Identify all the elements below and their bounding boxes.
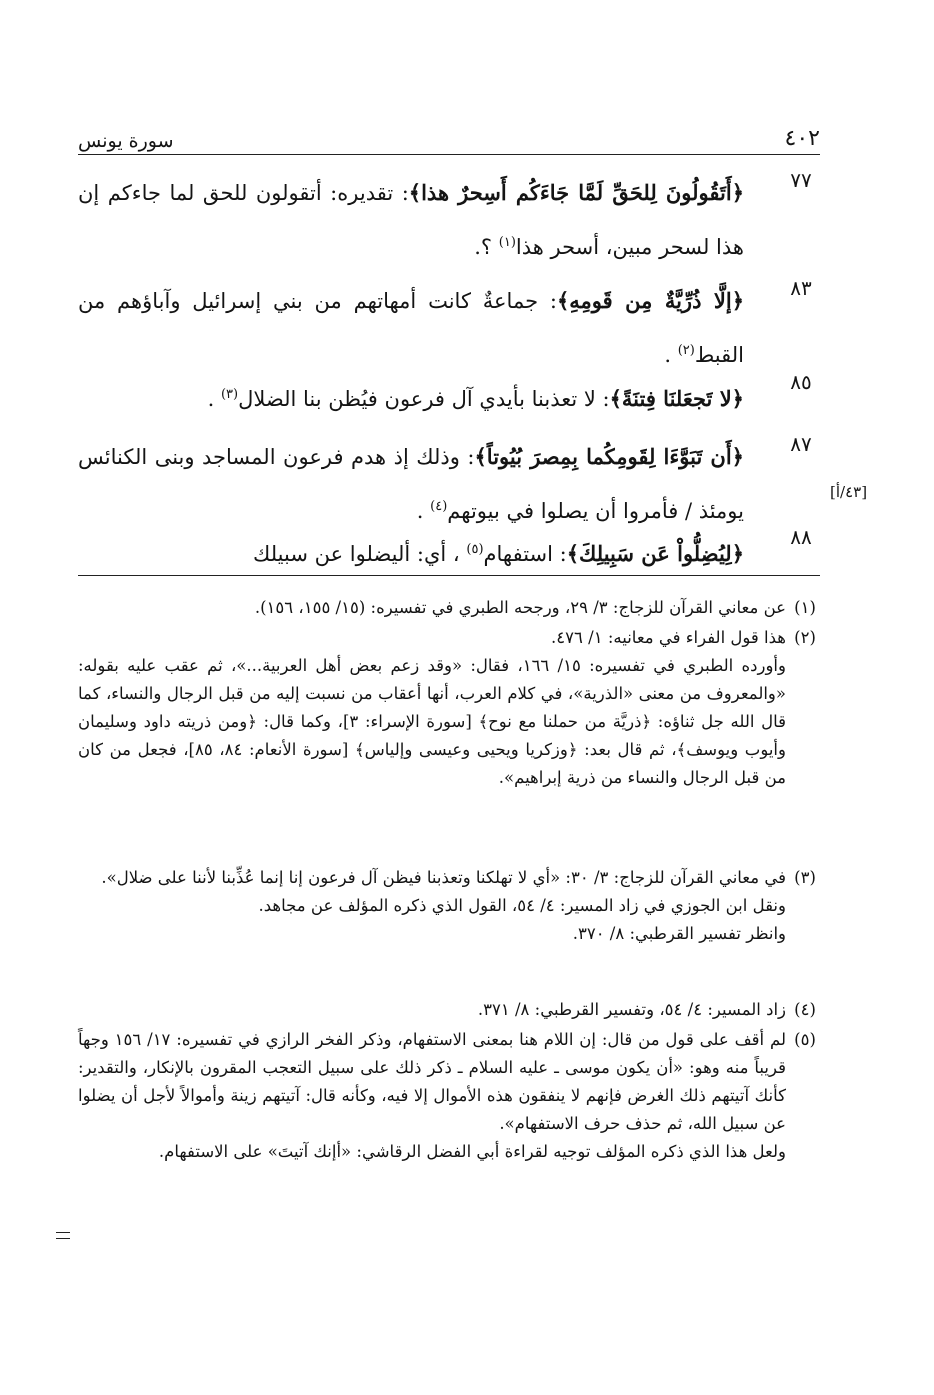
entry-end: . (664, 343, 678, 367)
footnote-paragraph: ولعل هذا الذي ذكره المؤلف توجيه لقراءة أبي الفضل الرقاشي: «أإنك آتيتَ» على الاستفهام. (158, 1142, 786, 1161)
footnote-continuation (78, 892, 786, 948)
footnote-ref: (٢) (677, 343, 695, 358)
manuscript-folio-marker: [٤٣/أ] (830, 483, 868, 501)
entry-text (78, 370, 744, 424)
footnote-separator (78, 575, 820, 576)
footnote (78, 996, 820, 1024)
verse-entry (78, 168, 822, 272)
running-header (78, 126, 820, 166)
verse-number: ٨٧ (790, 432, 812, 456)
footnote-text: في معاني القرآن للزجاج: ٣/ ٣٠: «أي لا تهلكنا وتعذبنا فيظن آل فرعون إنا إنما عُذِّبنا لأننا على ضلال». (101, 868, 786, 887)
footnote-number: (٣) (794, 868, 816, 887)
margin-dash-mark (56, 1232, 70, 1239)
quran-quote: ﴿أَن تَبَوَّءَا لِقَومِكُما بِمِصرَ بُيُوتاً﴾ (474, 444, 744, 469)
verse-number: ٨٨ (790, 525, 812, 549)
footnote-text: هذا قول الفراء في معانيه: ١/ ٤٧٦. (551, 628, 786, 647)
footnote-paragraph: وأورده الطبري في تفسيره: ١٥/ ١٦٦، فقال: «وقد زعم بعض أهل العربية...»، ثم عقب عليه بقوله: «والمعروف من معنى «الذرية»، في كلام العرب، أنها أعقاب من نسبت إليه من قبل الرجال والنساء، كما قال الله جل ثناؤه: ﴿ذريَّة من حملنا مع نوح﴾ [سورة الإسراء: ٣]، وكما قال: ﴿ومن ذريته داود وسليمان وأيوب ويوسف﴾، ثم قال بعد: ﴿وزكريا ويحيى وعيسى وإلياس﴾ [سورة الأنعام: ٨٤، ٨٥]، فجعل من كان من قبل الرجال والنساء من ذرية إبراهيم». (78, 656, 786, 787)
verse-entry (78, 525, 822, 579)
footnote-text: عن معاني القرآن للزجاج: ٣/ ٢٩، ورجحه الطبري في تفسيره: (١٥/ ١٥٥، ١٥٦). (254, 598, 786, 617)
verse-number: ٨٣ (790, 276, 812, 300)
entry-commentary: : جماعةٌ كانت أمهاتهم من بني إسرائيل وآباؤهم من القبط (78, 289, 744, 367)
footnote (78, 594, 820, 622)
page-number: ٤٠٢ (784, 126, 820, 151)
entry-end: ؟. (474, 235, 499, 259)
verse-entry (78, 432, 822, 536)
footnote-ref: (١) (498, 235, 516, 250)
entry-text (78, 525, 744, 579)
footnote-text: زاد المسير: ٤/ ٥٤، وتفسير القرطبي: ٨/ ٣٧١. (477, 1000, 786, 1019)
quran-quote: ﴿لِيُضِلُّواْ عَن سَبِيلِكَ﴾ (566, 541, 744, 566)
footnote-number: (٤) (794, 1000, 816, 1019)
verse-number: ٨٥ (790, 370, 812, 394)
verse-entry (78, 276, 822, 380)
footnote-text: لم أقف على قول من قال: إن اللام هنا بمعنى الاستفهام، وذكر الفخر الرازي في تفسيره: ١٧/ ١٥٦ وجهاً قريباً منه وهو: «أن يكون موسى ـ عليه السلام ـ ذكر ذلك على سبيل التعجب المقرون بالإنكار، والتقدير: كأنك آتيتهم ذلك الغرض فإنهم لا ينفقون هذه الأموال إلا فيه، وكأنه قال: آتيتهم زينة وأموالاً لأجل أن يضلوا عن سبيل الله، ثم حذف حرف الاستفهام». (78, 1030, 787, 1133)
entry-commentary: : لا تعذبنا بأيدي آل فرعون فيُظن بنا الضلال (238, 387, 610, 411)
entry-text (78, 168, 744, 272)
footnote-number: (٢) (794, 628, 816, 647)
entry-end: . (416, 499, 431, 523)
footnote (78, 624, 820, 792)
entry-text (78, 432, 744, 536)
quran-quote: ﴿أَتَقُولُونَ لِلحَقِّ لَمَّا جَاءَكُم أَسِحرٌ هذا﴾ (408, 180, 745, 205)
footnote-ref: (٥) (466, 542, 484, 557)
footnote-number: (١) (794, 598, 816, 617)
entry-end: . (207, 387, 221, 411)
quran-quote: ﴿إلَّا ذُرِّيَّةٌ مِن قَومِهِ﴾ (556, 288, 744, 313)
footnote-paragraph: ونقل ابن الجوزي في زاد المسير: ٤/ ٥٤، القول الذي ذكره المؤلف عن مجاهد. (258, 896, 786, 915)
quran-quote: ﴿لا تَجعَلنَا فِتنَةً﴾ (609, 386, 744, 411)
footnote-continuation (78, 652, 786, 792)
surah-title: سورة يونس (78, 130, 174, 152)
entry-text (78, 276, 744, 380)
footnote-ref: (٤) (430, 499, 448, 514)
footnote-ref: (٣) (220, 387, 239, 402)
entry-commentary: : استفهام (483, 542, 567, 566)
footnote (78, 864, 820, 948)
footnote-number: (٥) (794, 1030, 816, 1049)
entry-end: ، أي: أليضلوا عن سبيلك (253, 542, 467, 566)
verse-entry (78, 370, 822, 424)
footnote (78, 1026, 820, 1166)
entry-commentary: : تقديره: أتقولون للحق لما جاءكم إن هذا لسحر مبين، أسحر هذا (78, 181, 744, 259)
entry-commentary: : وذلك إذ هدم فرعون المساجد وبنى الكنائس يومئذ / فأمروا أن يصلوا في بيوتهم (78, 445, 744, 523)
footnote-continuation (78, 1138, 786, 1166)
verse-number: ٧٧ (790, 168, 812, 192)
footnote-paragraph: وانظر تفسير القرطبي: ٨/ ٣٧٠. (572, 924, 786, 943)
header-rule (78, 154, 820, 155)
